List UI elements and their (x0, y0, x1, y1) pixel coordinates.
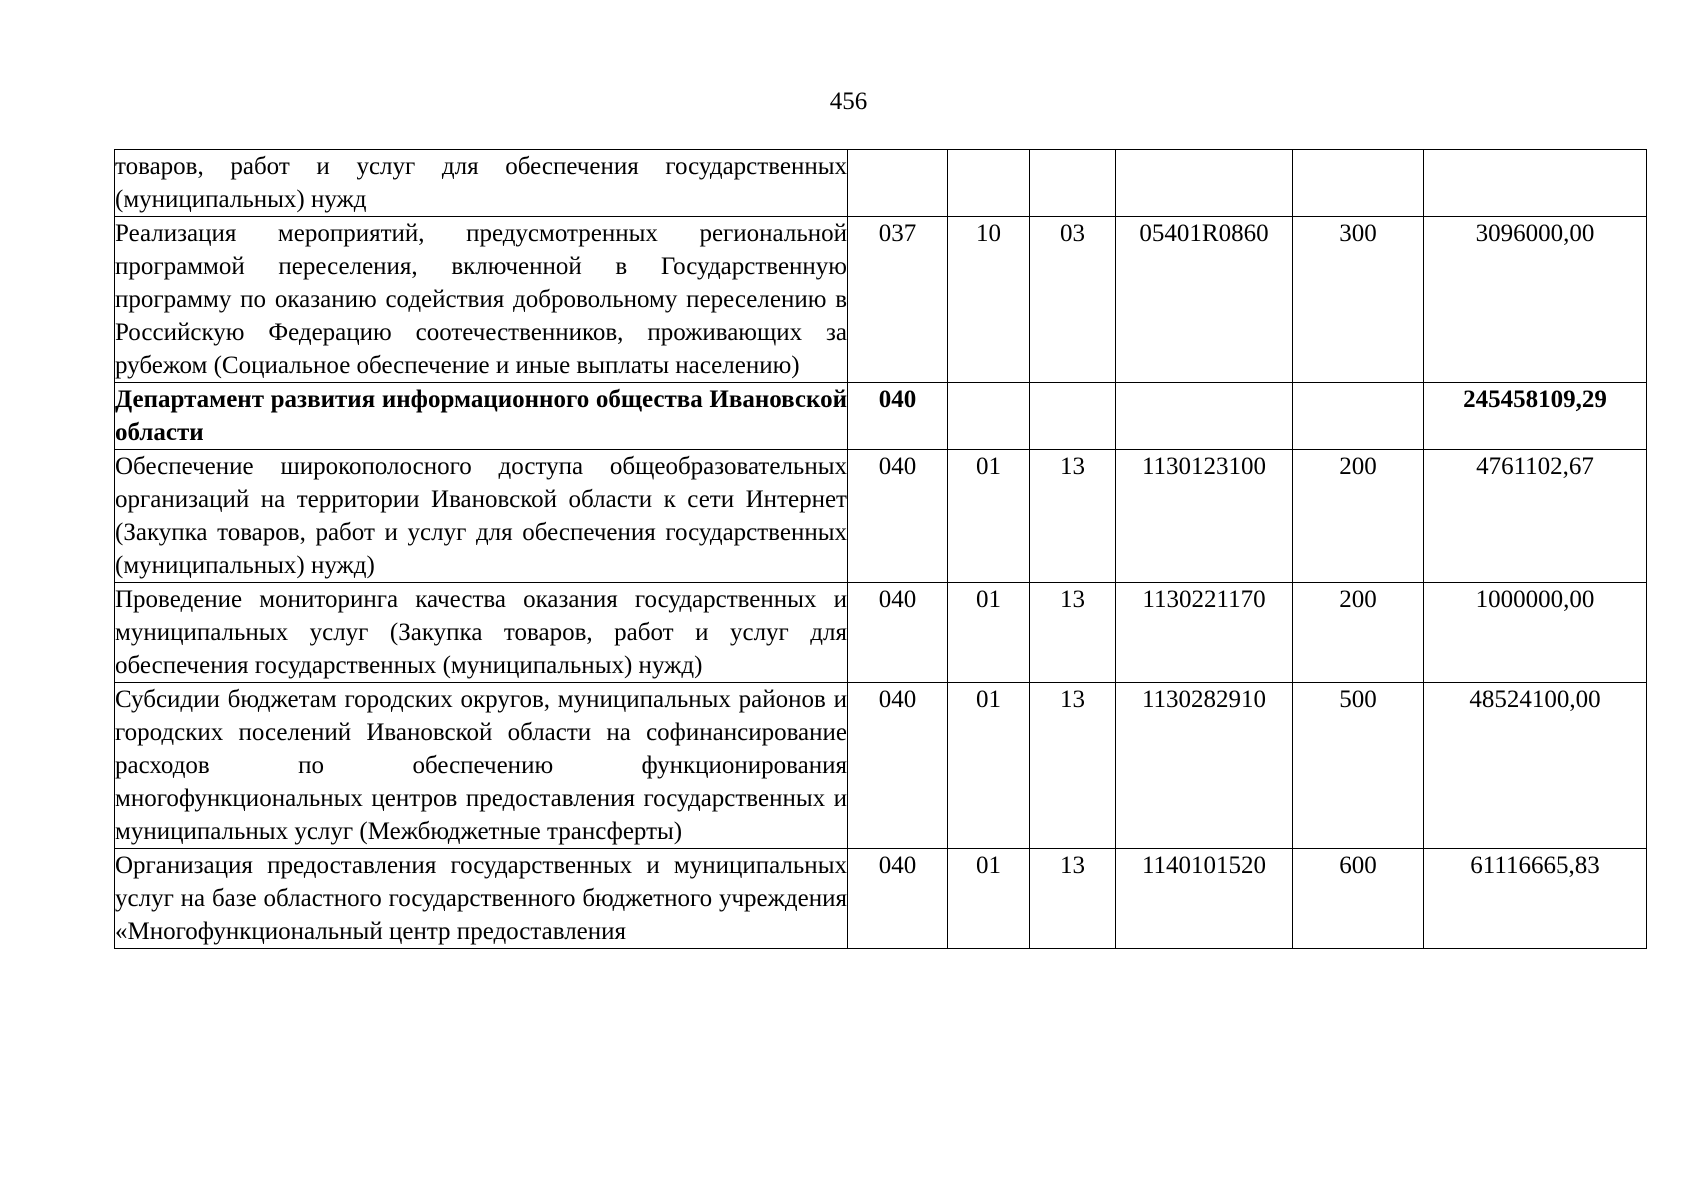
section-code: 01 (948, 683, 1030, 849)
section-code (948, 150, 1030, 217)
subsection-code: 13 (1030, 450, 1116, 583)
row-description: Субсидии бюджетам городских округов, муниципальных районов и городских поселений Ивановской области на софинансирование расходов по обеспечению функционирования многофункциональных центров предоставления государственных и муниципальных услуг (Межбюджетные трансферты) (115, 683, 848, 849)
ministry-code: 040 (848, 583, 948, 683)
ministry-code: 040 (848, 450, 948, 583)
budget-table-body (115, 150, 1647, 949)
amount: 4761102,67 (1424, 450, 1647, 583)
subsection-code: 03 (1030, 217, 1116, 383)
amount: 245458109,29 (1424, 383, 1647, 450)
budget-table (114, 149, 1647, 949)
expense-type-code: 500 (1293, 683, 1424, 849)
target-article-code: 05401R0860 (1116, 217, 1293, 383)
table-row (115, 683, 1647, 849)
expense-type-code: 200 (1293, 450, 1424, 583)
row-description: Организация предоставления государственных и муниципальных услуг на базе областного государственного бюджетного учреждения «Многофункциональный центр предоставления (115, 849, 848, 949)
subsection-code: 13 (1030, 583, 1116, 683)
target-article-code: 1130221170 (1116, 583, 1293, 683)
row-description: Реализация мероприятий, предусмотренных региональной программой переселения, включенной в Государственную программу по оказанию содействия добровольному переселению в Российскую Федерацию соотечественников, проживающих за рубежом (Социальное обеспечение и иные выплаты населению) (115, 217, 848, 383)
table-row (115, 217, 1647, 383)
row-description: Проведение мониторинга качества оказания государственных и муниципальных услуг (Закупка товаров, работ и услуг для обеспечения государственных (муниципальных) нужд) (115, 583, 848, 683)
target-article-code: 1140101520 (1116, 849, 1293, 949)
section-code: 01 (948, 849, 1030, 949)
target-article-code: 1130282910 (1116, 683, 1293, 849)
amount: 1000000,00 (1424, 583, 1647, 683)
section-code: 10 (948, 217, 1030, 383)
subsection-code: 13 (1030, 849, 1116, 949)
subsection-code: 13 (1030, 683, 1116, 849)
ministry-code (848, 150, 948, 217)
row-description: товаров, работ и услуг для обеспечения государственных (муниципальных) нужд (115, 150, 848, 217)
expense-type-code: 300 (1293, 217, 1424, 383)
subsection-code (1030, 150, 1116, 217)
target-article-code (1116, 383, 1293, 450)
expense-type-code (1293, 150, 1424, 217)
page-number: 456 (829, 88, 868, 115)
ministry-code: 037 (848, 217, 948, 383)
amount (1424, 150, 1647, 217)
subsection-code (1030, 383, 1116, 450)
table-row-department (115, 383, 1647, 450)
expense-type-code: 600 (1293, 849, 1424, 949)
section-code: 01 (948, 450, 1030, 583)
target-article-code: 1130123100 (1116, 450, 1293, 583)
table-row (115, 583, 1647, 683)
expense-type-code (1293, 383, 1424, 450)
table-row (115, 450, 1647, 583)
row-description: Обеспечение широкополосного доступа общеобразовательных организаций на территории Ивановской области к сети Интернет (Закупка товаров, работ и услуг для обеспечения государственных (муниципальных) нужд) (115, 450, 848, 583)
target-article-code (1116, 150, 1293, 217)
table-row (115, 849, 1647, 949)
section-code: 01 (948, 583, 1030, 683)
amount: 61116665,83 (1424, 849, 1647, 949)
ministry-code: 040 (848, 383, 948, 450)
row-description: Департамент развития информационного общества Ивановской области (115, 383, 848, 450)
table-row (115, 150, 1647, 217)
section-code (948, 383, 1030, 450)
ministry-code: 040 (848, 849, 948, 949)
expense-type-code: 200 (1293, 583, 1424, 683)
amount: 3096000,00 (1424, 217, 1647, 383)
ministry-code: 040 (848, 683, 948, 849)
amount: 48524100,00 (1424, 683, 1647, 849)
